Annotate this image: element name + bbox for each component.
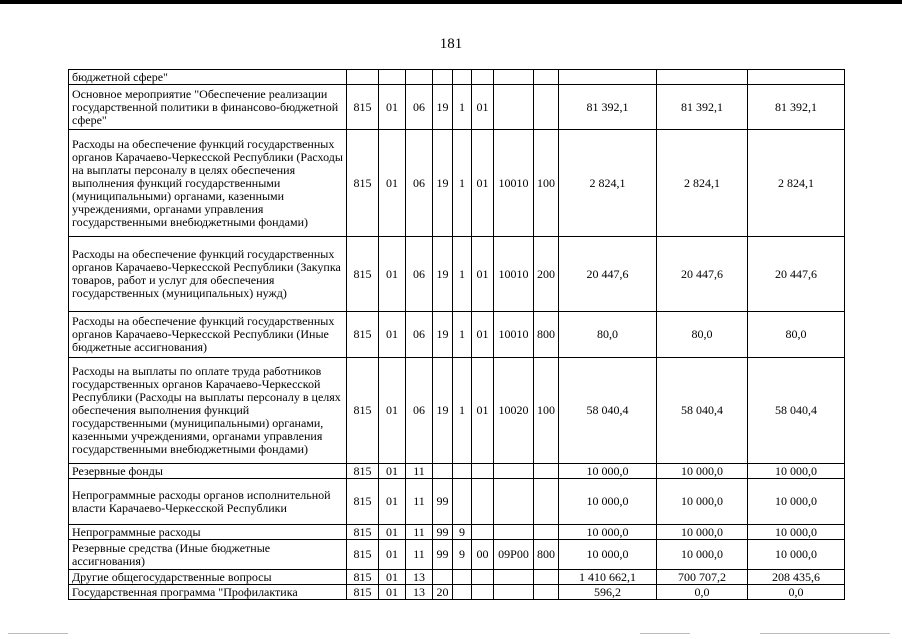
code-subprogram-cell [453,464,472,479]
amount-year2-cell [657,70,748,85]
amount-year2-cell: 10 000,0 [657,464,748,479]
code-subsection-cell: 11 [406,540,433,570]
row-name-cell: Расходы на обеспечение функций государственных органов Карачаево-Черкесской Республики (Расходы на выплаты персоналу в целях обеспечения выполнения функций государственными (муниципальными) органами, казенными учреждениями, органами управления государственными внебюджетными фондами) [69,130,347,237]
code-gov-cell: 815 [347,312,379,358]
code-expense-type-cell [534,525,559,540]
code-gov-cell: 815 [347,358,379,464]
code-program-cell [433,570,453,585]
row-name-cell: Основное мероприятие "Обеспечение реализации государственной политики в финансово-бюджетной сфере" [69,85,347,130]
code-gov-cell: 815 [347,525,379,540]
code-program-cell: 20 [433,585,453,600]
code-program-cell: 19 [433,237,453,312]
code-event-cell [472,70,494,85]
table-row [69,525,845,540]
code-expense-type-cell [534,570,559,585]
code-section-cell: 01 [379,585,406,600]
row-name-cell: бюджетной сфере" [69,70,347,85]
scan-bottom-edge [0,628,902,639]
code-direction-cell [494,70,534,85]
amount-year2-cell: 10 000,0 [657,540,748,570]
code-section-cell [379,70,406,85]
code-direction-cell: 09Р00 [494,540,534,570]
code-direction-cell: 10020 [494,358,534,464]
code-event-cell: 01 [472,85,494,130]
code-gov-cell: 815 [347,85,379,130]
code-direction-cell: 10010 [494,237,534,312]
amount-year3-cell: 20 447,6 [748,237,845,312]
code-subsection-cell: 06 [406,312,433,358]
code-subsection-cell: 11 [406,525,433,540]
code-section-cell: 01 [379,540,406,570]
amount-year2-cell: 700 707,2 [657,570,748,585]
code-section-cell: 01 [379,312,406,358]
code-direction-cell [494,525,534,540]
row-name-cell: Государственная программа "Профилактика [69,585,347,600]
amount-year1-cell: 10 000,0 [559,540,657,570]
code-expense-type-cell [534,464,559,479]
amount-year1-cell: 2 824,1 [559,130,657,237]
budget-table-body [69,70,845,600]
code-expense-type-cell: 100 [534,130,559,237]
amount-year2-cell: 58 040,4 [657,358,748,464]
table-row [69,70,845,85]
code-event-cell: 01 [472,312,494,358]
amount-year3-cell: 2 824,1 [748,130,845,237]
amount-year3-cell: 10 000,0 [748,479,845,525]
row-name-cell: Резервные средства (Иные бюджетные ассигнования) [69,540,347,570]
amount-year1-cell: 1 410 662,1 [559,570,657,585]
code-subsection-cell: 11 [406,479,433,525]
code-program-cell: 99 [433,479,453,525]
page-number: 181 [439,36,463,52]
row-name-cell: Другие общегосударственные вопросы [69,570,347,585]
scan-mark [760,633,890,634]
code-direction-cell [494,585,534,600]
amount-year3-cell: 10 000,0 [748,464,845,479]
code-program-cell: 99 [433,525,453,540]
code-program-cell: 19 [433,358,453,464]
code-direction-cell: 10010 [494,312,534,358]
code-section-cell: 01 [379,85,406,130]
code-event-cell [472,464,494,479]
row-name-cell: Непрограммные расходы органов исполнительной власти Карачаево-Черкесской Республики [69,479,347,525]
code-program-cell [433,464,453,479]
code-gov-cell [347,70,379,85]
code-section-cell: 01 [379,130,406,237]
code-expense-type-cell: 800 [534,540,559,570]
budget-table [68,69,845,600]
amount-year2-cell: 10 000,0 [657,479,748,525]
code-program-cell: 19 [433,130,453,237]
amount-year1-cell: 10 000,0 [559,464,657,479]
code-expense-type-cell [534,70,559,85]
code-direction-cell [494,464,534,479]
code-program-cell: 19 [433,312,453,358]
code-subsection-cell: 06 [406,358,433,464]
code-direction-cell [494,85,534,130]
code-section-cell: 01 [379,570,406,585]
scan-mark [8,633,68,634]
code-expense-type-cell [534,479,559,525]
code-subprogram-cell [453,585,472,600]
code-gov-cell: 815 [347,570,379,585]
table-row [69,358,845,464]
top-rule [0,0,902,4]
code-gov-cell: 815 [347,130,379,237]
code-program-cell: 19 [433,85,453,130]
code-program-cell: 99 [433,540,453,570]
row-name-cell: Расходы на обеспечение функций государственных органов Карачаево-Черкесской Республики (Закупка товаров, работ и услуг для обеспечения государственных (муниципальных) нужд) [69,237,347,312]
table-row [69,585,845,600]
code-subprogram-cell: 1 [453,130,472,237]
scan-mark [640,633,690,634]
code-section-cell: 01 [379,479,406,525]
row-name-cell: Резервные фонды [69,464,347,479]
amount-year3-cell: 58 040,4 [748,358,845,464]
amount-year2-cell: 10 000,0 [657,525,748,540]
amount-year3-cell: 208 435,6 [748,570,845,585]
code-expense-type-cell [534,85,559,130]
code-subprogram-cell: 1 [453,85,472,130]
code-gov-cell: 815 [347,237,379,312]
code-subsection-cell [406,70,433,85]
code-expense-type-cell: 100 [534,358,559,464]
code-subprogram-cell: 1 [453,237,472,312]
amount-year2-cell: 2 824,1 [657,130,748,237]
code-event-cell: 01 [472,237,494,312]
amount-year1-cell [559,70,657,85]
code-event-cell [472,570,494,585]
code-section-cell: 01 [379,525,406,540]
code-gov-cell: 815 [347,464,379,479]
table-row [69,540,845,570]
amount-year3-cell: 0,0 [748,585,845,600]
code-direction-cell [494,570,534,585]
amount-year2-cell: 20 447,6 [657,237,748,312]
amount-year2-cell: 80,0 [657,312,748,358]
row-name-cell: Расходы на выплаты по оплате труда работников государственных органов Карачаево-Черкесской Республики (Расходы на выплаты персоналу в целях обеспечения выполнения функций государственными (муниципальными) органами, казенными учреждениями, органами управления государственными внебюджетными фондами) [69,358,347,464]
code-expense-type-cell: 200 [534,237,559,312]
amount-year3-cell: 81 392,1 [748,85,845,130]
table-row [69,464,845,479]
code-subprogram-cell [453,70,472,85]
table-row [69,312,845,358]
code-subsection-cell: 06 [406,237,433,312]
amount-year3-cell: 10 000,0 [748,540,845,570]
code-section-cell: 01 [379,358,406,464]
code-event-cell [472,479,494,525]
amount-year3-cell [748,70,845,85]
code-subsection-cell: 06 [406,130,433,237]
amount-year1-cell: 81 392,1 [559,85,657,130]
amount-year1-cell: 10 000,0 [559,479,657,525]
code-subprogram-cell: 1 [453,312,472,358]
code-event-cell: 01 [472,358,494,464]
code-subsection-cell: 11 [406,464,433,479]
amount-year1-cell: 20 447,6 [559,237,657,312]
code-subsection-cell: 06 [406,85,433,130]
row-name-cell: Непрограммные расходы [69,525,347,540]
code-subsection-cell: 13 [406,570,433,585]
code-subprogram-cell: 1 [453,358,472,464]
code-expense-type-cell: 800 [534,312,559,358]
code-direction-cell [494,479,534,525]
code-expense-type-cell [534,585,559,600]
code-subprogram-cell: 9 [453,525,472,540]
table-row [69,570,845,585]
code-program-cell [433,70,453,85]
amount-year3-cell: 10 000,0 [748,525,845,540]
table-row [69,237,845,312]
code-event-cell [472,525,494,540]
code-subprogram-cell [453,479,472,525]
amount-year3-cell: 80,0 [748,312,845,358]
amount-year1-cell: 596,2 [559,585,657,600]
code-gov-cell: 815 [347,540,379,570]
code-gov-cell: 815 [347,479,379,525]
code-section-cell: 01 [379,464,406,479]
code-event-cell: 01 [472,130,494,237]
code-gov-cell: 815 [347,585,379,600]
table-row [69,479,845,525]
amount-year2-cell: 81 392,1 [657,85,748,130]
amount-year1-cell: 10 000,0 [559,525,657,540]
table-row [69,85,845,130]
code-section-cell: 01 [379,237,406,312]
amount-year1-cell: 58 040,4 [559,358,657,464]
code-event-cell: 00 [472,540,494,570]
code-subprogram-cell: 9 [453,540,472,570]
amount-year2-cell: 0,0 [657,585,748,600]
code-event-cell [472,585,494,600]
table-row [69,130,845,237]
code-subsection-cell: 13 [406,585,433,600]
code-direction-cell: 10010 [494,130,534,237]
row-name-cell: Расходы на обеспечение функций государственных органов Карачаево-Черкесской Республики (Иные бюджетные ассигнования) [69,312,347,358]
code-subprogram-cell [453,570,472,585]
amount-year1-cell: 80,0 [559,312,657,358]
